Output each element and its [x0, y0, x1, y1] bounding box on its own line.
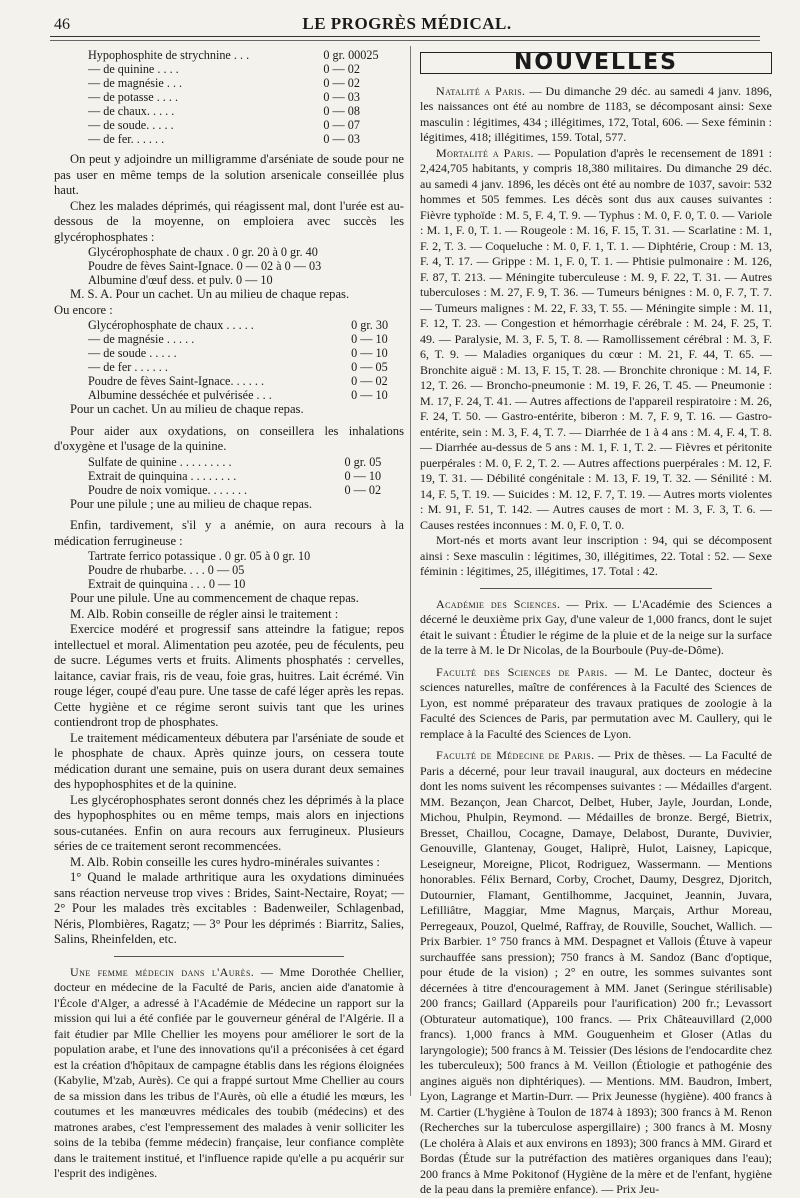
news-item-faculte-sciences — [420, 665, 772, 743]
dosage: 0 — 02 — [323, 76, 360, 90]
dosage: 0 gr. 00025 — [323, 48, 379, 62]
ingredient: — de soude. . . . . — [88, 118, 174, 132]
paragraph: Enfin, tardivement, s'il y a anémie, on aura recours à la médication ferrugineuse : — [54, 518, 404, 548]
prescription-row — [88, 118, 404, 132]
prescription-glycerophosphate — [88, 245, 404, 287]
ingredient: Poudre de fèves Saint-Ignace. 0 — 02 à 0 — 03 — [88, 259, 322, 273]
prescription-row — [88, 62, 404, 76]
ingredient: Extrait de quinquina . . . 0 — 10 — [88, 577, 246, 591]
news-item-mortalite — [420, 146, 772, 534]
news-item-body: — Prix. — L'Académie des Sciences a décerné le deuxième prix Gay, d'une valeur de 1,000 francs, dont le sujet était le suivant : Étudier le régime de la pluie et de la neige sur la surface de la terre à M. le Dr Nicolas, de la Bourboule (Puy-de-Dôme). — [420, 596, 772, 657]
dosage: 0 — 10 — [351, 388, 388, 402]
prescription-strychnine — [88, 48, 404, 146]
news-item-mort-nes: Mort-nés et morts avant leur inscription : 94, qui se décomposent ainsi : Sexe masculin : légitimes, 30, illégitimes, 22. Total : 52. — Sexe féminin : légitimes, 25, illégitimes, 17. Total : 42. — [420, 533, 772, 578]
paragraph: M. Alb. Robin conseille les cures hydro-minérales suivantes : — [70, 854, 380, 869]
header-rule — [50, 36, 760, 37]
prescription-row — [88, 273, 404, 287]
dosage: 0 gr. 05 — [344, 454, 382, 469]
ingredient: — de fer. . . . . . — [88, 132, 165, 146]
section-separator — [480, 588, 712, 589]
prescription-row — [88, 549, 404, 563]
dosage: 0 — 10 — [351, 346, 388, 360]
prescription-row — [88, 245, 404, 259]
news-item-title: Faculté de Médecine de Paris. — [436, 748, 595, 762]
news-item-body: — Mme Dorothée Chellier, docteur en médecine de la Faculté de Paris, ancien aide d'anatomie à l'École d'Alger, a adressé à l'Académie de Médecine un rapport sur la mission qui lui a été confiée par le gouverneur général de l'Algérie. Il a fait étudier par Mlle Chellier les moyens pour améliorer le sort de la population arabe, et l'une des innovations qu'il a préconisées à cet égard est la création d'hôpitaux de campagne établis dans les régions éloignées (Kabylie, M'zab, Aurès). Ce qui a frappé surtout Mme Chellier au cours de sa mission dans les tribus de l'Aurès, où elle a étudié les mœurs, les coutumes et les manœuvres médicales des toubib (médecins) et des matrones arabes, c'est l'empressement des malades à venir solliciter les soins de la tebiba (femme médecin) française, leur confiance complète dans le traitement institué, et l'influence rapide qu'elle a pu acquérir sur l'esprit des indigènes. — [54, 964, 404, 1180]
paragraph: Exercice modéré et progressif sans atteindre la fatigue; repos intellectuel et moral. Alimentation peu azotée, peu de féculents, peu de sucre. Légumes verts et fruits. Aliments phosphatés : cervelles, laitance, caviar frais, ris de veau, foie gras, huitres. Lait écrémé. Vin rouge léger, coupé d'eau pure. Une tasse de café léger après les repas. Cette hygiène et ce régime seront suivis tant que les urines contiendront trop de phosphates. — [54, 622, 404, 729]
ingredient: Albumine desséchée et pulvérisée . . . — [88, 388, 272, 402]
paragraph: Pour une pilule ; une au milieu de chaque repas. — [70, 496, 313, 511]
paragraph: Les glycérophosphates seront donnés chez les déprimés à la place des hypophosphites ou en même temps, mais alors en injections sous-cutanées. Enfin on aura recours aux ferrugineux. Plusieurs séries de ce traitement seront recommencées. — [54, 792, 404, 853]
news-item-title: Faculté des Sciences de Paris. — [436, 664, 608, 679]
paragraph: On peut y adjoindre un milligramme d'arséniate de soude pour ne pas user en même temps de la solution arsenicale conseillée plus haut. — [54, 152, 404, 197]
ingredient: — de chaux. . . . . — [88, 104, 175, 118]
ingredient: Sulfate de quinine . . . . . . . . . — [88, 454, 232, 469]
dosage: 0 — 02 — [323, 62, 360, 76]
prescription-row — [88, 563, 404, 577]
page-header — [54, 14, 760, 36]
ingredient: — de fer . . . . . . — [88, 360, 168, 374]
prescription-row — [88, 469, 404, 483]
ingredient: Poudre de rhubarbe. . . . 0 — 05 — [88, 563, 245, 577]
paragraph: Pour une pilule. Une au commencement de chaque repas. — [70, 591, 359, 605]
prescription-ferrugineuse — [88, 549, 404, 591]
ingredient: Poudre de noix vomique. . . . . . . — [88, 482, 248, 497]
news-item-body: — Du dimanche 29 déc. au samedi 4 janv. 1896, les naissances ont été au nombre de 1183, se décomposant ainsi: Sexe masculin : légitimes, 434 ; illégitimes, 172, Total, 606. — Sexe féminin : légitimes, 418; illégitimes, 159. Total, 577. — [420, 83, 772, 144]
news-item-natalite — [420, 84, 772, 146]
ingredient: Poudre de fèves Saint-Ignace. . . . . . — [88, 374, 264, 388]
news-item-faculte-medecine — [420, 748, 772, 1198]
dosage: 0 — 03 — [323, 132, 360, 146]
ingredient: — de potasse . . . . — [88, 90, 179, 104]
ingredient: Hypophosphite de strychnine . . . — [88, 48, 250, 62]
paragraph: Pour un cachet. Un au milieu de chaque repas. — [70, 402, 304, 416]
prescription-row — [88, 332, 404, 346]
paragraph: Chez les malades déprimés, qui réagissent mal, dont l'urée est au-dessous de la moyenne, on emploiera avec succès les glycérophosphates : — [54, 198, 404, 244]
prescription-row — [88, 346, 404, 360]
prescription-row — [88, 48, 404, 62]
news-item-title: Mortalité a Paris. — [436, 145, 534, 160]
prescription-row — [88, 455, 404, 469]
prescription-glycerophosphate-2 — [88, 318, 404, 402]
prescription-row — [88, 388, 404, 402]
news-item-title: Une femme médecin dans l'Aurès. — [70, 964, 255, 979]
prescription-row — [88, 132, 404, 146]
prescription-row — [88, 374, 404, 388]
prescription-row — [88, 360, 404, 374]
ingredient: — de magnésie . . . — [88, 76, 183, 90]
prescription-row — [88, 104, 404, 118]
prescription-quinine — [88, 455, 404, 497]
dosage: 0 — 05 — [351, 360, 388, 374]
prescription-row — [88, 259, 404, 273]
section-title-nouvelles: NOUVELLES — [420, 52, 772, 74]
column-divider — [410, 46, 411, 1096]
news-item-body: — Prix de thèses. — La Faculté de Paris a décerné, pour leur travail inaugural, aux docteurs en médecine dont les noms suivent les récompenses suivantes : — Médailles d'argent. MM. Bezançon, Jean Charcot, Delbet, Huber, Jayle, Jourdan, Londe, Michou, Phulpin, Reymond. — Médailles de bronze. Bergé, Bietrix, Bresset, Chaillou, Cocagne, Damaye, Delabost, Durante, Duvivier, Genouville, Glantenay, Gouget, Haliprè, Hulot, Laisney, Lapicque, Leseigneur, Moreigne, Plicot, Rodriguez, Wassermann. — Mentions honorables. Félix Bernard, Corby, Crochet, Daumy, Desgrez, Djoritch, Dutournier, Flamant, Gentilhomme, Jacquinet, Jeannin, Juvara, Lefilliâtre, Maggiar, Mme Magnus, Marçais, Arthur Moreau, Perregeaux, Pouzol, Quelmé, Raffray, de Rouville, Souchet, Wallich. — Prix Barbier. 1° 750 francs à MM. Despagnet et Vallois (Étuve à vapeur surchauffée sans pression); 750 francs à M. Sandoz (Banc d'optique, pour étude de la vision) ; 2° en outre, les sommes suivantes sont décernées à titre d'encouragement à MM. Janet (Seringue stérilisable) 200 francs; Gaillard (Appareils pour l'aurification) 200 fr.; Levassort (Obturateur automatique), 100 francs. — Prix Châteauvillard (2,000 francs). 1,000 francs à MM. Gouguenheim et Gloser (Atlas du laryngologie); 500 francs à M. Teissier (Des lésions de l'endocardite chez les tuberculeux); 500 francs à M. Veillon (Étiologie et pathogénie des angines aiguës non diphtériques). — Mentions. MM. Baudron, Imbert, Lyon, Lagrange et Martin-Durr. — Prix Jeunesse (hygiène). 400 francs à M. Cartier (L'hygiène à Toulon de 1874 à 1893); 300 francs à M. Renon (Recherches sur la tuberculose aspergillaire) ; 300 francs à M. Mosny (Le choléra à Alais et aux environs en 1893); 300 francs à MM. Girard et Bordas (Étude sur la putréfaction des matières organiques dans l'eau); 200 francs à Mme Pokitonof (Hygiène de la mère et de l'enfant, hygiène de la peau dans la première enfance). — Prix Jeu- — [420, 748, 772, 1196]
paragraph: Le traitement médicamenteux débutera par l'arséniate de soude et le phosphate de chaux. Après quinze jours, on cessera toute médication durant une semaine, puis on usera durant deux semaines des hypophosphites et de la quinine. — [54, 730, 404, 791]
news-item-title: Natalité a Paris. — [436, 83, 526, 98]
paragraph: 1° Quand le malade arthritique aura les oxydations diminuées sans réaction nerveuse trop vives : Brides, Saint-Nectaire, Royat; — 2° Pour les malades très excitables : Badenweiler, Schlagenbad, Néris, Plombières, Ragatz; — 3° Pour les déprimés : Biarritz, Salies, Salins, Rheinfelden, etc. — [54, 870, 404, 946]
dosage: 0 — 07 — [323, 118, 360, 132]
ingredient: — de quinine . . . . — [88, 62, 179, 76]
paragraph: M. S. A. Pour un cachet. Un au milieu de chaque repas. — [70, 287, 350, 301]
paragraph: Pour aider aux oxydations, on conseillera les inhalations d'oxygène et l'usage de la quinine. — [54, 423, 404, 453]
ingredient: Albumine d'œuf dess. et pulv. 0 — 10 — [88, 273, 273, 287]
paragraph: Ou encore : — [54, 302, 113, 317]
prescription-row — [88, 90, 404, 104]
dosage: 0 — 02 — [344, 482, 382, 497]
journal-title: LE PROGRÈS MÉDICAL. — [302, 14, 512, 33]
header-rule-double — [50, 40, 760, 41]
ingredient: — de magnésie . . . . . — [88, 332, 195, 346]
news-item-body: — Population d'après le recensement de 1891 : 2,424,705 habitants, y compris 18,380 militaires. Du dimanche 29 déc. au samedi 4 janv. 1896, les décès ont été au nombre de 1037, savoir: 532 hommes et 505 femmes. Les décès sont dus aux causes suivantes : Fièvre typhoïde : M. 5, F. 4, T. 9. — Typhus : M. 0, F. 0, T. 0. — Variole : M. 1, F. 0, T. 1. — Rougeole : M. 16, F. 15, T. 31. — Scarlatine : M. 1, F. 2, T. 3. — Coqueluche : M. 0, F. 1, T. 1. — Diphtérie, Croup : M. 13, F. 4, T. 17. — Grippe : M. 1, F. 0, T. 1. — Phtisie pulmonaire : M. 126, F. 87, T. 213. — Méningite tuberculeuse : M. 9, F. 22, T. 31. — Autres tuberculoses : M. 27, F. 9, T. 36. — Tumeurs bénignes : M. 0, F. 7, T. 7. — Tumeurs malignes : M. 22, F. 33, T. 55. — Méningite simple : M. 11, F. 12, T. 23. — Congestion et hémorrhagie cérébrale : M. 24, F. 25, T. 49. — Paralysie, M. 3, F. 5, T. 8. — Ramollissement cérébral : M. 3, F. 6, T. 9. — Maladies organiques du cœur : M. 21, F. 44, T. 65. — Bronchite aiguë : M. 13, F. 15, T. 28. — Bronchite chronique : M. 14, F. 12, T. 26. — Broncho-pneumonie : M. 19, F. 26, T. 45. — Pneumonie : M. 17, F. 24, T. 41. — Autres affections de l'appareil respiratoire : M. 26, F. 24, T. 50. — Gastro-entérite, biberon : M. 7, F. 9, T. 16. — Gastro-entérite, sein : M. 3, F. 4, T. 7. — Diarrhée de 1 à 4 ans : M. 4, F. 4, T. 8. — Diarrhée au-dessus de 5 ans : M. 1, F. 1, T. 2. — Fièvres et péritonite puerpérales : M. 0, F. 2, T. 2. — Autres affections puerpérales : M. 12, F. 19, T. 31. — Débilité congénitale : M. 13, F. 19, T. 32. — Sénilité : M. 14, F. 5, T. 19. — Suicides : M. 12, F. 7, T. 19. — Autres morts violentes : M. 91, F. 51, T. 142. — Autres causes de mort : M. 3, F. 3, T. 6. — Causes restées inconnues : M. 0, F. 0, T. 0. — [420, 145, 772, 532]
prescription-row — [88, 318, 404, 332]
paragraph: M. Alb. Robin conseille de régler ainsi le traitement : — [70, 606, 339, 621]
prescription-row — [88, 76, 404, 90]
dosage: 0 — 10 — [344, 468, 382, 483]
news-item-academie — [420, 597, 772, 659]
ingredient: Glycérophosphate de chaux . . . . . — [88, 318, 254, 332]
section-separator — [114, 956, 344, 957]
left-column — [54, 48, 404, 1182]
dosage: 0 — 02 — [351, 374, 388, 388]
ingredient: Glycérophosphate de chaux . 0 gr. 20 à 0 gr. 40 — [88, 245, 318, 259]
ingredient: — de soude . . . . . — [88, 346, 177, 360]
prescription-row — [88, 577, 404, 591]
dosage: 0 — 08 — [323, 104, 360, 118]
ingredient: Tartrate ferrico potassique . 0 gr. 05 à 0 gr. 10 — [88, 549, 311, 563]
ingredient: Extrait de quinquina . . . . . . . . — [88, 468, 237, 483]
prescription-row — [88, 483, 404, 497]
dosage: 0 gr. 30 — [351, 318, 389, 332]
dosage: 0 — 10 — [351, 332, 388, 346]
news-item-femme-medecin — [54, 965, 404, 1182]
page-number: 46 — [54, 16, 70, 33]
news-item-body: — M. Le Dantec, docteur ès sciences naturelles, maître de conférences à la Faculté des Sciences de Lyon, est nommé préparateur des travaux pratiques de zoologie à la Faculté des Sciences de Paris, par permutation avec M. Caullery, qui le remplace à la Faculté des Sciences de Lyon. — [420, 664, 772, 741]
dosage: 0 — 03 — [323, 90, 360, 104]
news-item-title: Académie des Sciences. — [436, 596, 561, 611]
right-column — [420, 48, 772, 1198]
